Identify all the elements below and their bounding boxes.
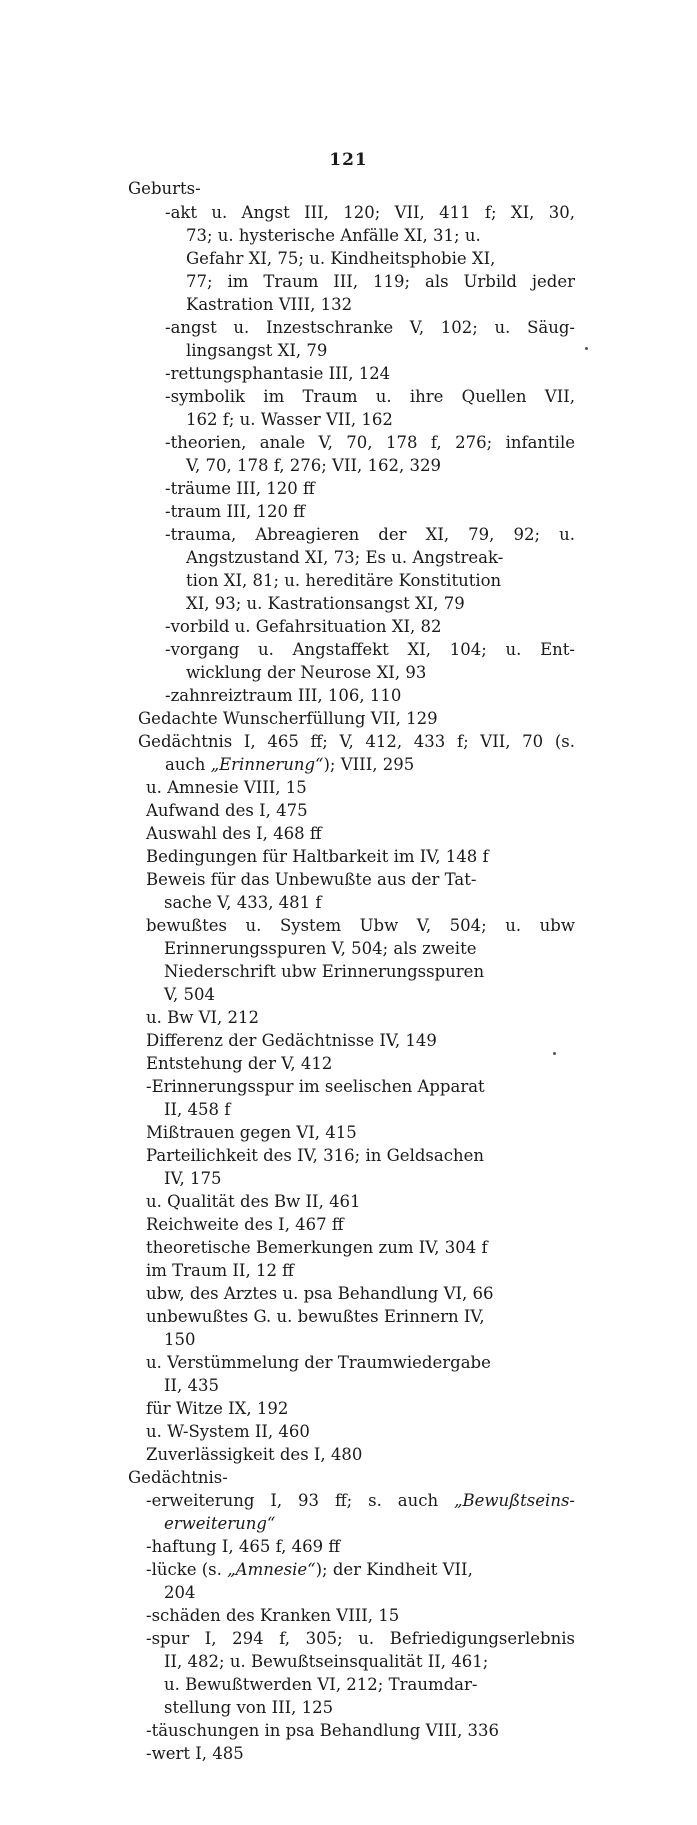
index-line: Gedächtnis- [128, 1468, 228, 1487]
index-line: -träume III, 120 ff [165, 479, 315, 498]
index-line: Reichweite des I, 467 ff [146, 1215, 344, 1234]
index-line: Erinnerungsspuren V, 504; als zweite [164, 939, 477, 958]
index-line: -zahnreiztraum III, 106, 110 [165, 686, 402, 705]
index-line: Parteilichkeit des IV, 316; in Geldsachen [146, 1146, 484, 1165]
index-line: 150 [164, 1330, 196, 1349]
index-line: für Witze IX, 192 [146, 1399, 289, 1418]
index-line: -täuschungen in psa Behandlung VIII, 336 [146, 1721, 500, 1740]
index-line: 204 [164, 1583, 196, 1602]
index-line: wicklung der Neurose XI, 93 [186, 663, 427, 682]
index-line: -traum III, 120 ff [165, 502, 305, 521]
index-line: Niederschrift ubw Erinnerungsspuren [164, 962, 485, 981]
index-line: -trauma, Abreagieren der XI, 79, 92; u. [165, 525, 575, 544]
index-line: u. Qualität des Bw II, 461 [146, 1192, 361, 1211]
index-line: u. Verstümmelung der Traumwiedergabe [146, 1353, 491, 1372]
index-line: -spur I, 294 f, 305; u. Befriedigungserlebnis [146, 1629, 575, 1648]
index-line: 73; u. hysterische Anfälle XI, 31; u. [186, 226, 481, 245]
index-line: Aufwand des I, 475 [146, 801, 308, 820]
index-line: -erweiterung I, 93 ff; s. auch „Bewußtseins- [146, 1491, 575, 1510]
index-line: V, 70, 178 f, 276; VII, 162, 329 [186, 456, 441, 475]
page-number: 121 [329, 150, 368, 170]
index-line: Angstzustand XI, 73; Es u. Angstreak- [186, 548, 504, 567]
index-line: Gedachte Wunscherfüllung VII, 129 [138, 709, 438, 728]
index-line: -haftung I, 465 f, 469 ff [146, 1537, 341, 1556]
index-line: erweiterung“ [164, 1514, 276, 1533]
index-line: ubw, des Arztes u. psa Behandlung VI, 66 [146, 1284, 494, 1303]
index-line: II, 458 f [164, 1100, 231, 1119]
index-line: -lücke (s. „Amnesie“); der Kindheit VII, [146, 1560, 473, 1579]
index-line: sache V, 433, 481 f [164, 893, 322, 912]
index-line: Beweis für das Unbewußte aus der Tat- [146, 870, 477, 889]
index-line: -Erinnerungsspur im seelischen Apparat [146, 1077, 485, 1096]
index-line: -wert I, 485 [146, 1744, 244, 1763]
index-line: Bedingungen für Haltbarkeit im IV, 148 f [146, 847, 489, 866]
index-line: u. Amnesie VIII, 15 [146, 778, 307, 797]
index-line: 162 f; u. Wasser VII, 162 [186, 410, 393, 429]
index-line: II, 482; u. Bewußtseinsqualität II, 461; [164, 1652, 489, 1671]
index-line: Gedächtnis I, 465 ff; V, 412, 433 f; VII, 70 (s. [138, 732, 575, 751]
index-line: -vorbild u. Gefahrsituation XI, 82 [165, 617, 442, 636]
index-line: Zuverlässigkeit des I, 480 [146, 1445, 363, 1464]
index-line: Auswahl des I, 468 ff [146, 824, 322, 843]
index-line: auch „Erinnerung“); VIII, 295 [165, 755, 415, 774]
index-line: bewußtes u. System Ubw V, 504; u. ubw [146, 916, 575, 935]
index-line: u. Bewußtwerden VI, 212; Traumdar- [164, 1675, 478, 1694]
index-line: stellung von III, 125 [164, 1698, 334, 1717]
speck-mark [585, 347, 588, 350]
index-line: 77; im Traum III, 119; als Urbild jeder [186, 272, 575, 291]
index-line: II, 435 [164, 1376, 220, 1395]
index-line: lingsangst XI, 79 [186, 341, 328, 360]
index-line: im Traum II, 12 ff [146, 1261, 294, 1280]
index-line: -angst u. Inzestschranke V, 102; u. Säug- [165, 318, 575, 337]
index-line: Differenz der Gedächtnisse IV, 149 [146, 1031, 437, 1050]
index-line: IV, 175 [164, 1169, 222, 1188]
speck-mark [553, 1052, 556, 1055]
index-line: tion XI, 81; u. hereditäre Konstitution [186, 571, 502, 590]
index-line: u. Bw VI, 212 [146, 1008, 260, 1027]
index-line: XI, 93; u. Kastrationsangst XI, 79 [186, 594, 465, 613]
index-line: unbewußtes G. u. bewußtes Erinnern IV, [146, 1307, 485, 1326]
index-line: -akt u. Angst III, 120; VII, 411 f; XI, 30, [165, 203, 575, 222]
index-line: V, 504 [164, 985, 216, 1004]
index-line: -vorgang u. Angstaffekt XI, 104; u. Ent- [165, 640, 575, 659]
index-line: u. W-System II, 460 [146, 1422, 310, 1441]
index-line: theoretische Bemerkungen zum IV, 304 f [146, 1238, 488, 1257]
index-line: -theorien, anale V, 70, 178 f, 276; infantile [165, 433, 575, 452]
index-line: Mißtrauen gegen VI, 415 [146, 1123, 357, 1142]
index-line: Entstehung der V, 412 [146, 1054, 333, 1073]
index-line: Geburts- [128, 179, 201, 198]
index-line: -rettungsphantasie III, 124 [165, 364, 391, 383]
index-line: Gefahr XI, 75; u. Kindheitsphobie XI, [186, 249, 496, 268]
index-line: -symbolik im Traum u. ihre Quellen VII, [165, 387, 575, 406]
index-line: Kastration VIII, 132 [186, 295, 353, 314]
index-line: -schäden des Kranken VIII, 15 [146, 1606, 400, 1625]
